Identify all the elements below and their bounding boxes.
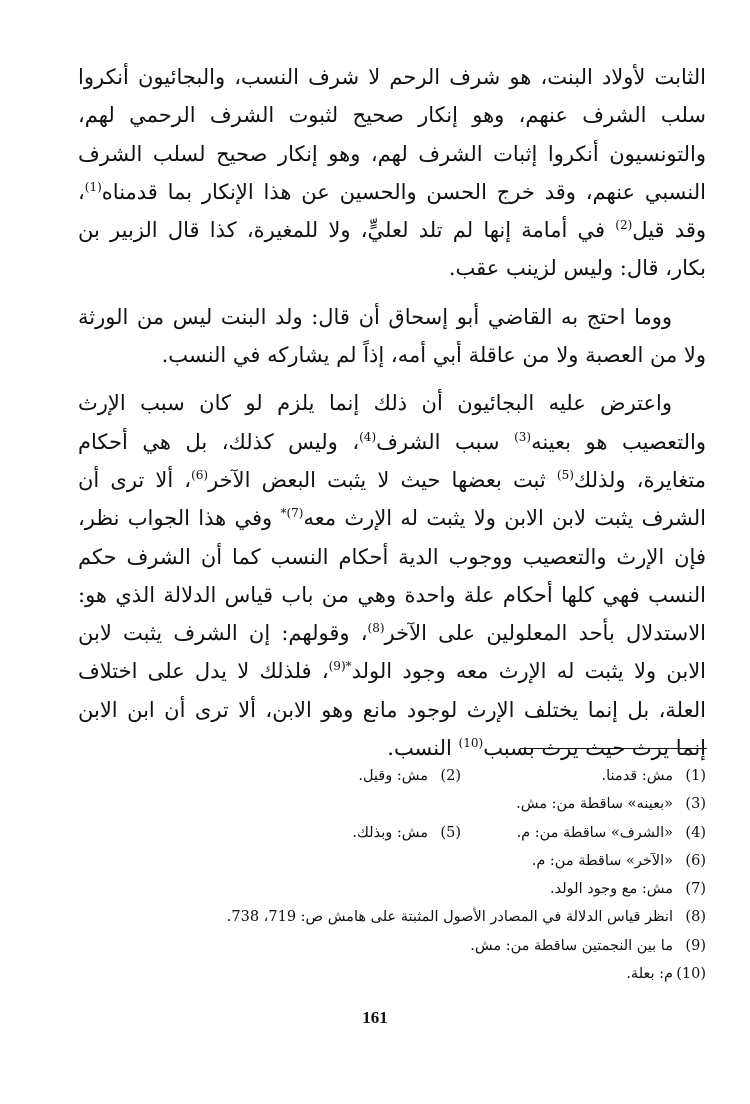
- text-run: ، ألا ترى أن الشرف يثبت لابن الابن ولا يثبت له الإرث معه: [78, 467, 706, 531]
- footnote-row: [60, 819, 706, 847]
- text-run: واعترض عليه البجائيون أن ذلك إنما يلزم لو كان سبب الإرث والتعصيب هو بعينه: [78, 391, 706, 454]
- footnote-text: ما بين النجمتين ساقطة من: مش.: [470, 937, 673, 954]
- footnotes: [60, 762, 706, 988]
- footnote-number: (6): [685, 852, 706, 869]
- footnote-text: مش: وقيل.: [358, 768, 428, 784]
- text-run: سبب الشرف: [376, 429, 515, 454]
- text-run: ، وقولهم: إن الشرف يثبت لابن الابن ولا يثبت له الإرث معه وجود الولد: [78, 621, 707, 684]
- footnote-number: (3): [685, 796, 706, 813]
- footnote-reference: *(9): [328, 659, 352, 674]
- footnote-reference: (1): [84, 179, 102, 194]
- footnote-row: [60, 903, 706, 931]
- footnote: [516, 790, 706, 818]
- footnote: [532, 847, 706, 875]
- footnote-number: (10): [676, 966, 706, 983]
- footnote: [470, 932, 706, 960]
- text-run: ، وليس كذلك، بل هي أحكام متغايرة، ولذلك: [78, 429, 706, 492]
- footnote-text: «بعينه» ساقطة من: مش.: [516, 796, 673, 813]
- footnote-text: مش: مع وجود الولد.: [550, 881, 673, 898]
- footnote: [358, 762, 461, 790]
- footnote-text: مش: وبذلك.: [352, 824, 428, 841]
- footnote-row: [60, 790, 706, 818]
- paragraph: [78, 384, 706, 767]
- footnote-reference: (2): [615, 218, 633, 233]
- footnote-text: انظر قياس الدلالة في المصادر الأصول المثبتة على هامش ص: 719، 738.: [226, 909, 673, 926]
- footnote-reference: (10): [458, 736, 484, 751]
- footnote-number: (1): [685, 768, 706, 784]
- footnote-row: [60, 875, 706, 903]
- text-run: الثابت لأولاد البنت، هو شرف الرحم لا شرف النسب، والبجائيون أنكروا سلب الشرف عنهم، وهو إنكار صحيح لثبوت الشرف الرحمي لهم، والتونسيون أنكروا إثبات الشرف لهم، وهو إنكار صحيح لسلب الشرف النسبي عنهم، وقد خرج الحسن والحسين عن هذا الإنكار بما قدمناه: [78, 65, 706, 204]
- footnote: [461, 819, 706, 847]
- footnote-separator: [520, 748, 707, 749]
- footnote: [626, 960, 706, 988]
- footnote: [227, 903, 706, 931]
- footnote-number: (5): [440, 824, 461, 841]
- footnote-reference: (4): [359, 429, 377, 444]
- footnote-number: (4): [685, 824, 706, 841]
- text-run: وفي هذا الجواب نظر، فإن الإرث والتعصيب ووجوب الدية أحكام النسب كما أن الشرف حكم النسب فهي كلها أحكام علة واحدة وهي من باب قياس الدلالة الذي هو: الاستدلال بأحد المعلولين على الآخر: [78, 506, 707, 646]
- text-run: ثبت بعضها حيث لا يثبت البعض الآخر: [208, 467, 557, 492]
- footnote-row: [60, 960, 706, 988]
- text-run: ، فلذلك لا يدل على اختلاف العلة، بل إنما يختلف الإرث لوجود مانع وهو الابن، ألا ترى أن ابن الابن إنما يرث حيث يرث بسبب: [78, 659, 706, 761]
- page-number: 161: [362, 1008, 388, 1027]
- paragraph: [78, 298, 706, 375]
- footnote-number: (9): [685, 937, 706, 954]
- footnote-number: (7): [685, 881, 706, 898]
- text-run: ووما احتج به القاضي أبو إسحاق أن قال: ولد البنت ليس من الورثة ولا من العصبة ولا من عاقلة أبي أمه، إذاً لم يشاركه في النسب.: [78, 304, 706, 368]
- footnote-number: (2): [440, 768, 461, 784]
- footnote-text: مش: قدمنا.: [601, 768, 673, 784]
- text-run: النسب.: [387, 736, 459, 761]
- footnote-reference: (3): [514, 429, 532, 444]
- text-run: ، وقد قيل: [78, 179, 706, 243]
- footnote-number: (8): [685, 909, 706, 926]
- footnote: [461, 762, 706, 790]
- footnote-reference: (5): [556, 467, 574, 482]
- main-text: [78, 58, 706, 767]
- footnote-reference: (7)*: [280, 506, 304, 521]
- footnote-text: «الشرف» ساقطة من: م.: [516, 824, 673, 841]
- footnote-text: «الآخر» ساقطة من: م.: [531, 852, 673, 869]
- footnote-reference: (6): [191, 467, 209, 482]
- footnote: [352, 819, 461, 847]
- footnote-row: [60, 847, 706, 875]
- paragraph: [78, 58, 706, 288]
- footnote-row: [60, 932, 706, 960]
- footnote-text: م: بعلة.: [626, 966, 673, 983]
- footnote-reference: (8): [367, 621, 385, 636]
- footnote: [550, 875, 706, 903]
- footnote-row: [60, 762, 706, 790]
- text-run: في أمامة إنها لم تلد لعليٍّ، ولا للمغيرة، كذا قال الزبير بن بكار، قال: وليس لزينب عقب.: [78, 218, 706, 281]
